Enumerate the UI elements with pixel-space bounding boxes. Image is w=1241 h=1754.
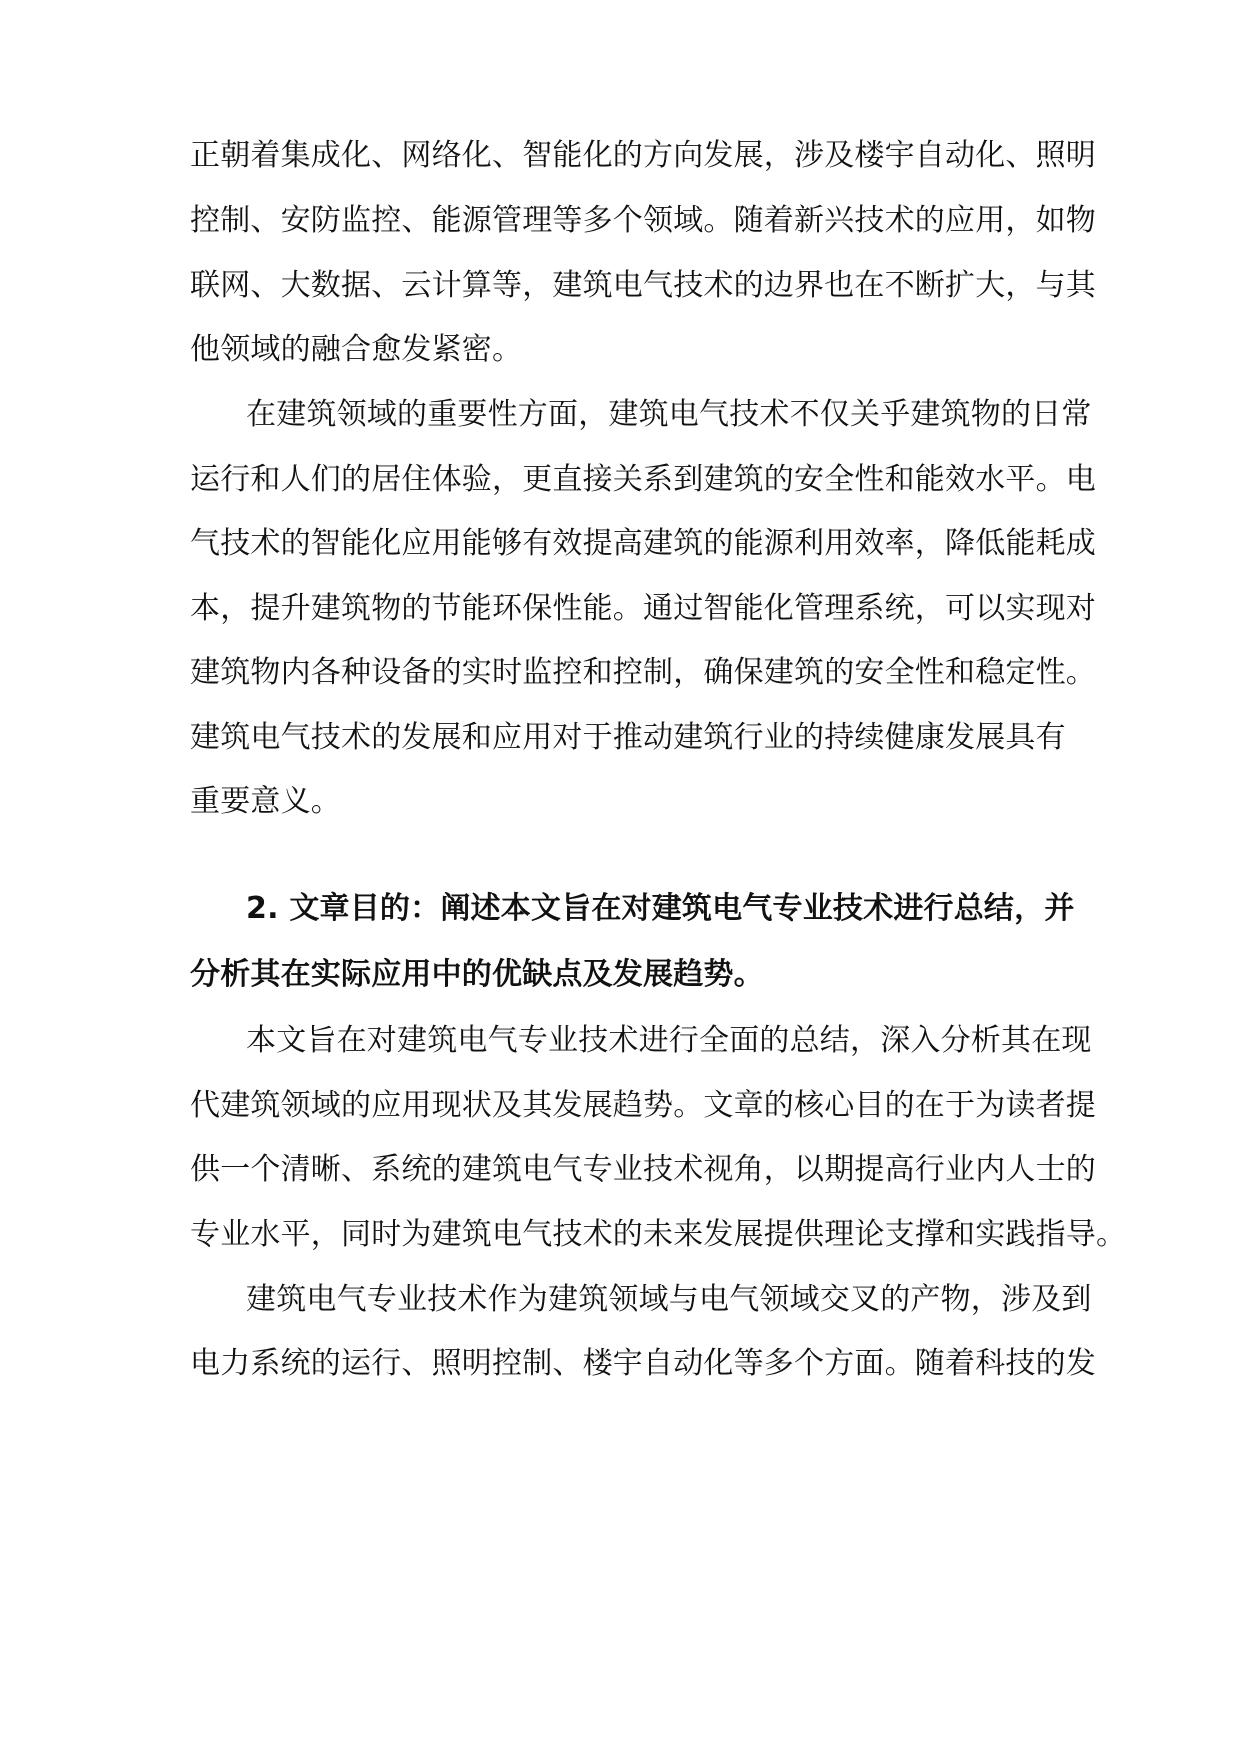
paragraph-line: 气技术的智能化应用能够有效提高建筑的能源利用效率，降低能耗成 — [190, 526, 1096, 561]
section-heading: 分析其在实际应用中的优缺点及发展趋势。 — [190, 957, 764, 992]
paragraph-line: 专业水平，同时为建筑电气技术的未来发展提供理论支撑和实践指导。 — [190, 1217, 1127, 1252]
paragraph-line: 建筑电气专业技术作为建筑领域与电气领域交叉的产物，涉及到 — [246, 1282, 1092, 1317]
paragraph-line: 代建筑领域的应用现状及其发展趋势。文章的核心目的在于为读者提 — [190, 1088, 1096, 1123]
paragraph-line: 建筑电气技术的发展和应用对于推动建筑行业的持续健康发展具有 — [190, 720, 1066, 755]
paragraph-line: 本，提升建筑物的节能环保性能。通过智能化管理系统，可以实现对 — [190, 591, 1096, 626]
paragraph-line: 重要意义。 — [190, 784, 341, 819]
paragraph-line: 正朝着集成化、网络化、智能化的方向发展，涉及楼宇自动化、照明 — [190, 138, 1096, 173]
paragraph-line: 建筑物内各种设备的实时监控和控制，确保建筑的安全性和稳定性。 — [190, 655, 1096, 690]
section-heading: 2. 文章目的：阐述本文旨在对建筑电气专业技术进行总结，并 — [246, 891, 1075, 926]
paragraph-line: 供一个清晰、系统的建筑电气专业技术视角，以期提高行业内人士的 — [190, 1152, 1096, 1187]
paragraph-line: 他领域的融合愈发紧密。 — [190, 332, 523, 367]
paragraph-line: 本文旨在对建筑电气专业技术进行全面的总结，深入分析其在现 — [246, 1023, 1092, 1058]
paragraph-line: 联网、大数据、云计算等，建筑电气技术的边界也在不断扩大，与其 — [190, 268, 1096, 303]
paragraph-line: 在建筑领域的重要性方面，建筑电气技术不仅关乎建筑物的日常 — [246, 397, 1092, 432]
paragraph-line: 运行和人们的居住体验，更直接关系到建筑的安全性和能效水平。电 — [190, 462, 1096, 497]
paragraph-line: 电力系统的运行、照明控制、楼宇自动化等多个方面。随着科技的发 — [190, 1346, 1096, 1381]
paragraph-line: 控制、安防监控、能源管理等多个领域。随着新兴技术的应用，如物 — [190, 203, 1096, 238]
